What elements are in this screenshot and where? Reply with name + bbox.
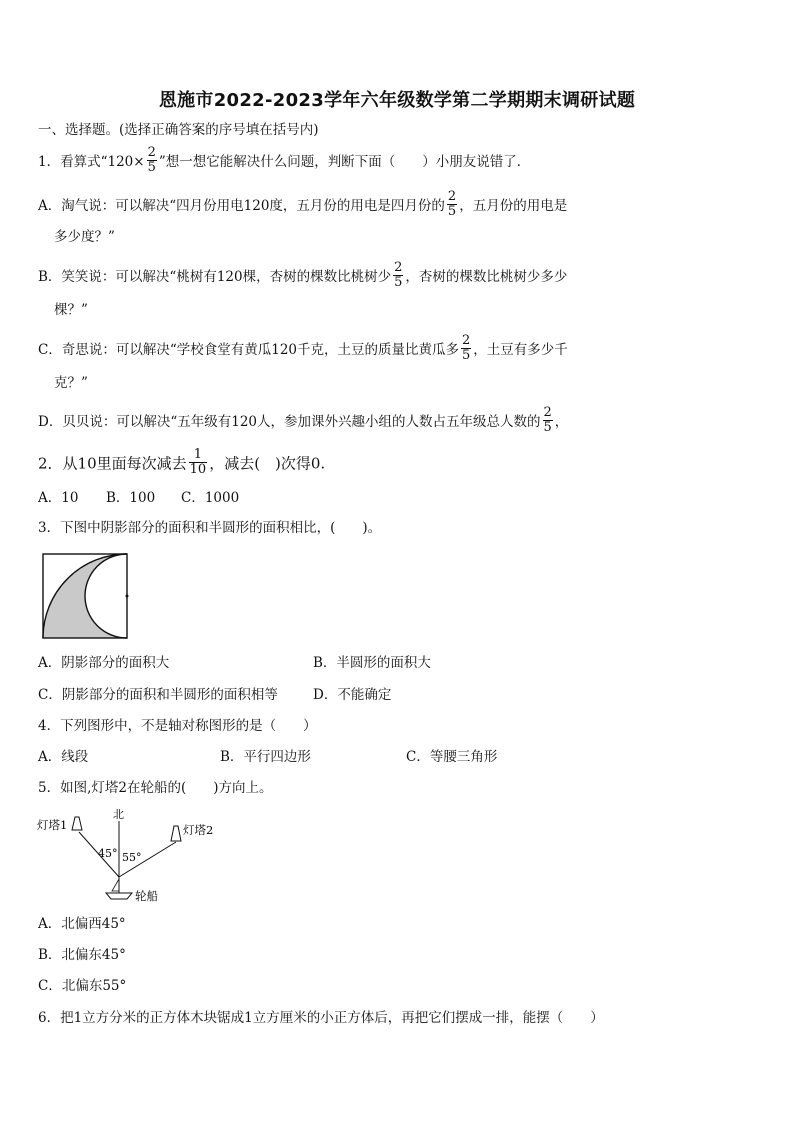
q1-option-d-text2: ， bbox=[554, 414, 569, 430]
fraction-two-fifths: $\frac{2}{5}$ bbox=[447, 189, 457, 219]
page-title: 恩施市2022-2023学年六年级数学第二学期期末调研试题 bbox=[158, 90, 636, 111]
question-3-stem: 3．下图中阴影部分的面积和半圆形的面积相比，( )。 bbox=[38, 520, 382, 536]
lighthouse-1-icon bbox=[72, 817, 82, 830]
q3-option-d: D．不能确定 bbox=[313, 687, 392, 703]
fraction-two-fifths: $\frac{2}{5}$ bbox=[147, 145, 156, 175]
fraction-one-tenth: $\frac{1}{10}$ bbox=[189, 447, 207, 477]
q1-option-b-text1: B．笑笑说：可以解决“桃树有120棵，杏树的棵数比桃树少 bbox=[38, 269, 392, 285]
q1-option-b-continued: 棵？” bbox=[54, 302, 88, 318]
question-4-stem: 4．下列图形中，不是轴对称图形的是（ ） bbox=[38, 718, 317, 734]
fraction-two-fifths: $\frac{2}{5}$ bbox=[543, 405, 552, 435]
fraction-two-fifths: $\frac{2}{5}$ bbox=[394, 260, 403, 290]
q5-option-b: B．北偏东45° bbox=[38, 947, 126, 963]
fraction-two-fifths: $\frac{2}{5}$ bbox=[462, 333, 471, 363]
q1-option-c bbox=[38, 333, 568, 365]
angle-45-label: 45° bbox=[98, 847, 118, 860]
q1-option-d bbox=[38, 405, 569, 437]
q1-stem-part2: ”想一想它能解决什么问题，判断下面（ ）小朋友说错了． bbox=[158, 154, 531, 170]
q5-option-c: C．北偏东55° bbox=[38, 978, 127, 994]
q2-stem-part1: 2．从10里面每次减去 bbox=[38, 454, 187, 473]
ship-sail bbox=[112, 879, 119, 891]
shaded-area-figure bbox=[42, 553, 132, 641]
q2-option-a: A．10 bbox=[38, 490, 79, 506]
q4-option-b: B．平行四边形 bbox=[220, 749, 311, 765]
q2-option-c: C．1000 bbox=[181, 490, 240, 506]
q1-option-b-text2: ，杏树的棵数比桃树少多少 bbox=[405, 269, 568, 285]
question-2-stem bbox=[38, 447, 326, 479]
q2-option-b: B．100 bbox=[106, 490, 156, 506]
q5-option-a: A．北偏西45° bbox=[38, 916, 126, 932]
question-6-stem: 6．把1立方分米的正方体木块锯成1立方厘米的小正方体后，再把它们摆成一排，能摆（ ） bbox=[38, 1010, 604, 1026]
lighthouse-2-icon bbox=[171, 826, 181, 841]
q4-option-c: C．等腰三角形 bbox=[406, 749, 498, 765]
q1-option-d-text1: D．贝贝说：可以解决“五年级有120人，参加课外兴趣小组的人数占五年级总人数的 bbox=[38, 414, 541, 430]
question-5-stem: 5．如图,灯塔2在轮船的( )方向上。 bbox=[38, 780, 273, 796]
q2-stem-part2: ，减去( )次得0. bbox=[209, 454, 326, 473]
lighthouse-direction-figure bbox=[35, 805, 235, 905]
q3-option-a: A．阴影部分的面积大 bbox=[38, 655, 170, 671]
tower-2-label: 灯塔2 bbox=[183, 823, 214, 837]
q1-option-a-text1: A．淘气说：可以解决“四月份用电120度，五月份的用电是四月份的 bbox=[38, 198, 445, 214]
question-1-stem bbox=[38, 145, 531, 177]
q1-option-c-text1: C．奇思说：可以解决“学校食堂有黄瓜120千克，土豆的质量比黄瓜多 bbox=[38, 342, 459, 358]
angle-55-label: 55° bbox=[122, 851, 142, 864]
q1-stem-part1: 1．看算式“120× bbox=[38, 154, 145, 170]
north-label: 北 bbox=[113, 808, 124, 821]
section-heading: 一、选择题。(选择正确答案的序号填在括号内) bbox=[38, 122, 319, 138]
q3-option-c: C．阴影部分的面积和半圆形的面积相等 bbox=[38, 687, 278, 703]
q4-option-a: A．线段 bbox=[38, 749, 89, 765]
q1-option-c-text2: ，土豆有多少千 bbox=[473, 342, 568, 358]
center-dot bbox=[126, 595, 129, 598]
q3-option-b: B．半圆形的面积大 bbox=[313, 655, 431, 671]
q1-option-b bbox=[38, 260, 568, 292]
ship-icon bbox=[106, 893, 132, 899]
q1-option-a-text2: ，五月份的用电是 bbox=[459, 198, 568, 214]
ship-label: 轮船 bbox=[135, 889, 158, 903]
q1-option-a bbox=[38, 189, 568, 221]
tower-1-label: 灯塔1 bbox=[37, 818, 68, 832]
q1-option-c-continued: 克？” bbox=[54, 375, 88, 391]
q1-option-a-continued: 多少度？” bbox=[54, 229, 115, 245]
